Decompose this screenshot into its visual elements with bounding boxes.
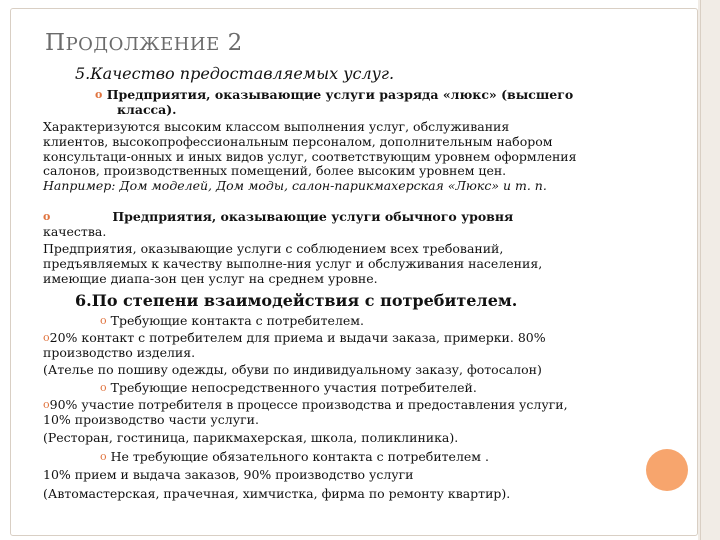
decorative-circle bbox=[646, 449, 688, 491]
lux-example: Например: Дом моделей, Дом моды, салон-парикмахерская «Люкс» и т. п. bbox=[43, 178, 547, 193]
bullet-icon: o bbox=[43, 210, 51, 223]
bullet-icon: o bbox=[100, 314, 107, 327]
lux-heading-line-2: класса). bbox=[117, 102, 177, 117]
slide-title: ПРОДОЛЖЕНИЕ 2 bbox=[45, 30, 243, 56]
contact-body-line-2: производство изделия. bbox=[43, 345, 196, 360]
direct-body-line-3: (Ресторан, гостиница, парикмахерская, школа, поликлиника). bbox=[43, 430, 459, 445]
bullet-icon: o bbox=[100, 450, 107, 463]
bullet-icon: o bbox=[43, 398, 50, 411]
nocontact-body-line-1: 10% прием и выдача заказов, 90% производство услуги bbox=[43, 467, 414, 482]
direct-heading: o Требующие непосредственного участия потребителей. bbox=[100, 380, 477, 395]
contact-heading: o Требующие контакта с потребителем. bbox=[100, 313, 364, 328]
normal-body-line-3: имеющие диапа-зон цен услуг на среднем уровне. bbox=[43, 271, 378, 286]
lux-body-line-4: салонов, производственных помещений, более высоким уровнем цен. bbox=[43, 163, 507, 178]
section-5-heading: 5.Качество предоставляемых услуг. bbox=[75, 64, 395, 83]
nocontact-heading: o Не требующие обязательного контакта с потребителем . bbox=[100, 449, 489, 464]
normal-body-line-1: Предприятия, оказывающие услуги с соблюдением всех требований, bbox=[43, 241, 504, 256]
bullet-icon: o bbox=[100, 381, 107, 394]
lux-body-line-3: консультаци-онных и иных видов услуг, соответствующим уровнем оформления bbox=[43, 149, 577, 164]
direct-body-line-2: 10% производство части услуги. bbox=[43, 412, 259, 427]
side-strip bbox=[698, 0, 720, 540]
bullet-icon: o bbox=[95, 88, 103, 101]
direct-body-line-1: o90% участие потребителя в процессе производства и предоставления услуги, bbox=[43, 397, 568, 412]
lux-body-line-2: клиентов, высокопрофессиональным персоналом, дополнительным набором bbox=[43, 134, 553, 149]
lux-heading-line-1: o Предприятия, оказывающие услуги разряда «люкс» (высшего bbox=[95, 87, 574, 102]
normal-body-line-2: предъявляемых к качеству выполне-ния услуг и обслуживания населения, bbox=[43, 256, 543, 271]
side-strip-line bbox=[700, 0, 701, 540]
normal-heading-line-2: качества. bbox=[43, 224, 107, 239]
bullet-icon: o bbox=[43, 331, 50, 344]
normal-heading-line-1: o Предприятия, оказывающие услуги обычного уровня bbox=[43, 209, 514, 224]
contact-body-line-1: o20% контакт с потребителем для приема и выдачи заказа, примерки. 80% bbox=[43, 330, 546, 345]
nocontact-body-line-2: (Автомастерская, прачечная, химчистка, фирма по ремонту квартир). bbox=[43, 486, 511, 501]
contact-body-line-3: (Ателье по пошиву одежды, обуви по индивидуальному заказу, фотосалон) bbox=[43, 362, 542, 377]
lux-body-line-1: Характеризуются высоким классом выполнения услуг, обслуживания bbox=[43, 119, 510, 134]
section-6-heading: 6.По степени взаимодействия с потребителем. bbox=[75, 291, 518, 310]
